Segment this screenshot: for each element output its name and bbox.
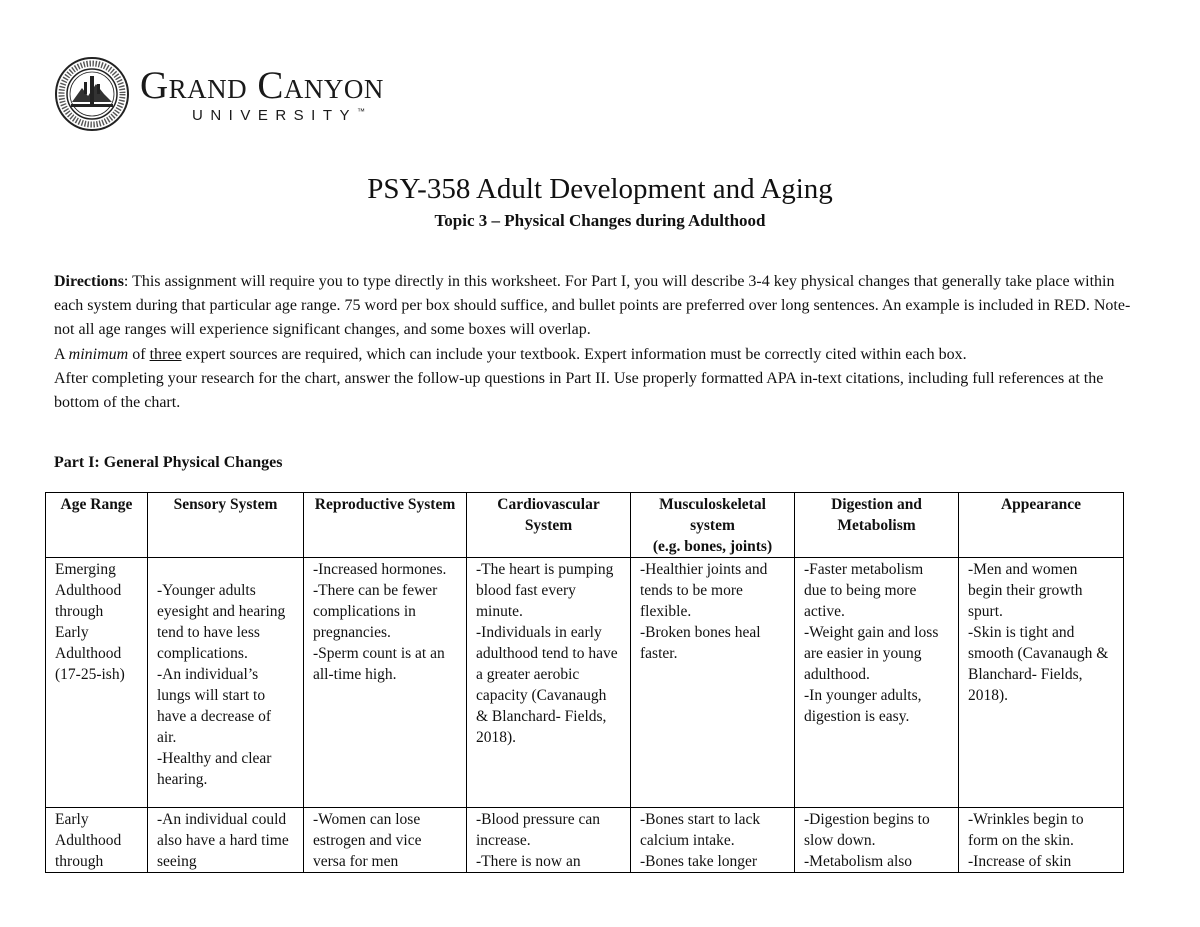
cell-line: -Broken bones heal faster.: [640, 624, 761, 662]
cell-line: -Increase of skin: [968, 853, 1072, 870]
cell-cardiovascular[interactable]: [467, 808, 631, 873]
table-header-row: [46, 493, 1124, 558]
cell-line: -An individual could also have a hard time seeing: [157, 811, 289, 870]
cell-line: -Sperm count is at an all-time high.: [313, 645, 445, 683]
header-musculoskeletal: Musculoskeletal system (e.g. bones, joints): [631, 493, 795, 558]
cell-sensory[interactable]: [148, 558, 304, 808]
header-cardiovascular: Cardiovascular System: [467, 493, 631, 558]
cell-line: -Skin is tight and smooth (Cavanaugh & Blanchard- Fields, 2018).: [968, 624, 1109, 704]
document-title: PSY-358 Adult Development and Aging: [367, 173, 833, 205]
cell-age[interactable]: Early Adulthood through: [46, 808, 148, 873]
table-row: [46, 808, 1124, 873]
brand-name: Grand Canyon: [140, 63, 384, 107]
university-seal-icon: [54, 56, 130, 132]
cell-reproductive[interactable]: [304, 558, 467, 808]
header-digestion: Digestion and Metabolism: [795, 493, 959, 558]
cell-line: -Healthy and clear hearing.: [157, 750, 272, 788]
cell-line: -Healthier joints and tends to be more flexible.: [640, 561, 768, 620]
brand-subtitle: UNIVERSITY™: [192, 106, 366, 124]
cell-line: -Younger adults eyesight and hearing tend to have less complications.: [157, 582, 286, 662]
cell-appearance[interactable]: [959, 808, 1124, 873]
part-title: Part I: General Physical Changes: [54, 454, 283, 471]
cell-appearance[interactable]: [959, 558, 1124, 808]
cell-sensory[interactable]: [148, 808, 304, 873]
cell-line: -Metabolism also: [804, 853, 913, 870]
cell-line: -Women can lose estrogen and vice versa for men: [313, 811, 422, 870]
spacer: [157, 559, 294, 580]
directions-label: Directions: [54, 273, 124, 290]
cell-line: -Men and women begin their growth spurt.: [968, 561, 1083, 620]
cell-line: -The heart is pumping blood fast every minute.: [476, 561, 614, 620]
cell-musculoskeletal[interactable]: [631, 808, 795, 873]
cell-line: -Digestion begins to slow down.: [804, 811, 930, 849]
directions-paragraph-1: Directions: This assignment will require you to type directly in this worksheet. For Part I, you will describe 3-4 key physical changes that generally take place within each system during that particular age range. 75 word per box should suffice, and bullet points are preferred over long sentences. An example is included in RED. Note- not all age ranges will experience significant changes, and some boxes will overlap.: [54, 273, 1131, 339]
header-sensory: Sensory System: [148, 493, 304, 558]
cell-line: -Increased hormones.: [313, 561, 447, 578]
header-reproductive: Reproductive System: [304, 493, 467, 558]
cell-cardiovascular[interactable]: [467, 558, 631, 808]
cell-line: -There is now an: [476, 853, 581, 870]
cell-digestion[interactable]: [795, 808, 959, 873]
cell-line: -Bones take longer: [640, 853, 758, 870]
table-row: [46, 558, 1124, 808]
cell-line: -There can be fewer complications in pregnancies.: [313, 582, 438, 641]
physical-changes-table: [45, 492, 1124, 873]
cell-line: -Wrinkles begin to form on the skin.: [968, 811, 1084, 849]
cell-line: -Individuals in early adulthood tend to have a greater aerobic capacity (Cavanaugh & Blanchard- Fields, 2018).: [476, 624, 618, 746]
cell-reproductive[interactable]: [304, 808, 467, 873]
cell-line: -Faster metabolism due to being more active.: [804, 561, 924, 620]
header-appearance: Appearance: [959, 493, 1124, 558]
cell-line: -In younger adults, digestion is easy.: [804, 687, 922, 725]
directions-paragraph-2: A minimum of three expert sources are required, which can include your textbook. Expert information must be correctly cited within each box.: [54, 345, 967, 363]
directions-paragraph-3: After completing your research for the chart, answer the follow-up questions in Part II. Use properly formatted APA in-text citations, including full references at the bottom of the chart.: [54, 369, 1104, 412]
cell-musculoskeletal[interactable]: [631, 558, 795, 808]
document-subtitle: Topic 3 – Physical Changes during Adulthood: [434, 211, 766, 230]
cell-digestion[interactable]: [795, 558, 959, 808]
cell-line: -Weight gain and loss are easier in young adulthood.: [804, 624, 939, 683]
cell-line: -Blood pressure can increase.: [476, 811, 600, 849]
directions: [54, 270, 1144, 415]
cell-line: -An individual’s lungs will start to have a decrease of air.: [157, 666, 272, 746]
header-age-range: Age Range: [46, 493, 148, 558]
university-logo: [54, 56, 384, 132]
cell-age[interactable]: Emerging Adulthood through Early Adulthood (17-25-ish): [46, 558, 148, 808]
cell-line: -Bones start to lack calcium intake.: [640, 811, 761, 849]
